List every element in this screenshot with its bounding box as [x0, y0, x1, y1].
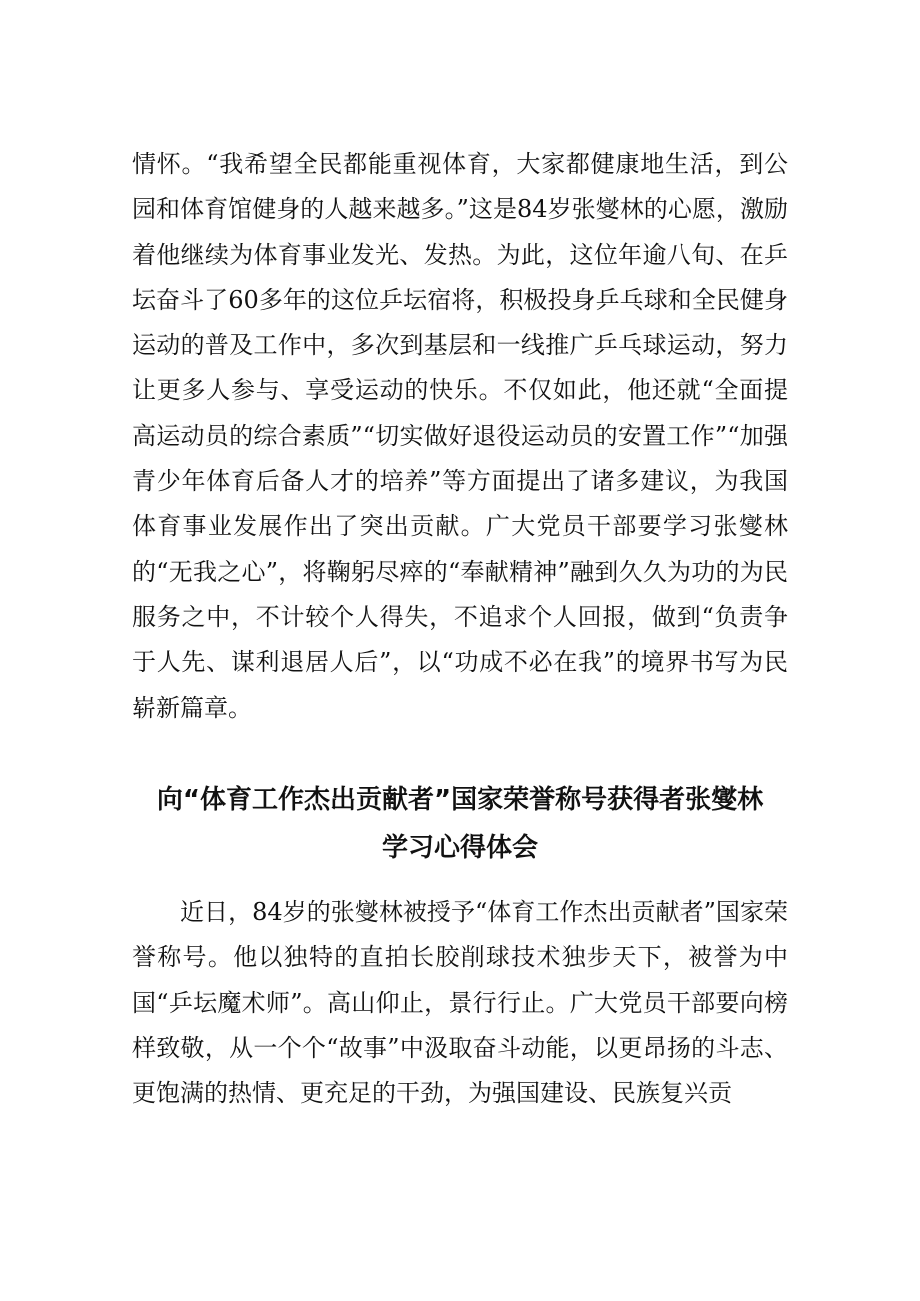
body-paragraph-intro: 近日，84岁的张燮林被授予“体育工作杰出贡献者”国家荣誉称号。他以独特的直拍长胶削球技术独步天下，被誉为中国“乒坛魔术师”。高山仰止，景行行止。广大党员干部要向榜样致敬，从一个个“故事”中汲取奋斗动能，以更昂扬的斗志、更饱满的热情、更充足的干劲，为强国建设、民族复兴贡	[132, 898, 788, 1108]
body-paragraph-continued: 情怀。“我希望全民都能重视体育，大家都健康地生活，到公园和体育馆健身的人越来越多。”这是84岁张燮林的心愿，激励着他继续为体育事业发光、发热。为此，这位年逾八旬、在乒坛奋斗了60多年的这位乒坛宿将，积极投身乒乓球和全民健身运动的普及工作中，多次到基层和一线推广乒乓球运动，努力让更多人参与、享受运动的快乐。不仅如此，他还就“全面提高运动员的综合素质”“切实做好退役运动员的安置工作”“加强青少年体育后备人才的培养”等方面提出了诸多建议，为我国体育事业发展作出了突出贡献。广大党员干部要学习张燮林的“无我之心”，将鞠躬尽瘁的“奉献精神”融到久久为功的为民服务之中，不计较个人得失，不追求个人回报，做到“负责争于人先、谋利退居人后”，以“功成不必在我”的境界书写为民崭新篇章。	[132, 150, 788, 722]
section-heading	[120, 776, 800, 872]
section-heading-line-2: 学习心得体会	[381, 833, 538, 863]
section-heading-line-1: 向“体育工作杰出贡献者”国家荣誉称号获得者张燮林	[156, 785, 764, 815]
